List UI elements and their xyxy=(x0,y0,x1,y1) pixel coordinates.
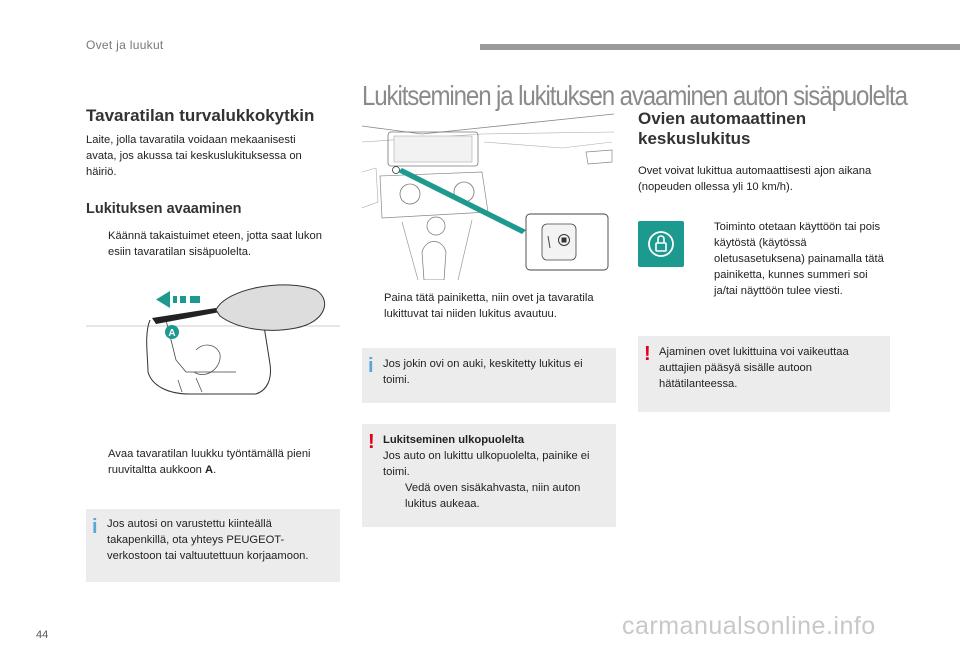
step2-text: Avaa tavaratilan luukku työntämällä pieni ruuvitaltta aukkoon xyxy=(108,448,311,476)
section-header: Ovet ja luukut xyxy=(86,38,164,52)
callout-a-label: A xyxy=(168,328,176,339)
arrow-dash-3 xyxy=(173,296,177,303)
step-toggle-auto-lock-text: Toiminto otetaan käyttöön tai pois käytöstä (käytössä oletusasetuksena) painamalla tätä painiketta, kunnes summeri soi ja/tai näyttöön tulee viesti. xyxy=(714,221,884,297)
step-fold-seats-text: Käännä takaistuimet eteen, jotta saat lukon esiin tavaratilan sisäpuolelta. xyxy=(108,230,322,258)
auto-lock-title xyxy=(638,109,890,149)
step-pull-handle-text: Vedä oven sisäkahvasta, niin auton lukitus aukeaa. xyxy=(405,482,581,510)
bullet-icon xyxy=(86,446,98,478)
watermark: carmanualsonline.info xyxy=(622,612,876,640)
housing-ribs xyxy=(178,378,202,392)
unlock-subtitle: Lukituksen avaaminen xyxy=(86,201,242,217)
right-column xyxy=(638,109,890,195)
step-pull-handle xyxy=(383,480,605,512)
info-box-door-open xyxy=(362,348,616,403)
step2-end: . xyxy=(213,464,217,476)
trunk-lock-illustration xyxy=(86,280,342,408)
warn-title: Lukitseminen ulkopuolelta xyxy=(383,434,525,446)
warn-box-locked-outside xyxy=(362,424,616,527)
bullet-icon xyxy=(692,219,704,299)
padlock-icon xyxy=(638,221,684,267)
step-press-button-text: Paina tätä painiketta, niin ovet ja tavaratila lukittuvat tai niiden lukitus avautuu. xyxy=(384,292,594,320)
lock-button-location xyxy=(393,167,400,174)
arrow-dash-2 xyxy=(180,296,186,303)
info-door-open-text: Jos jokin ovi on auki, keskitetty lukitus ei toimi. xyxy=(383,358,583,386)
auto-lock-button-icon xyxy=(638,221,684,267)
trunk-intro: Laite, jolla tavaratila voidaan mekaanisesti avata, jos akussa tai keskuslukituksessa on häiriö. xyxy=(86,134,302,178)
middle-step xyxy=(362,290,616,322)
warn-locked-driving-text: Ajaminen ovet lukittuina voi vaikeuttaa auttajien pääsyä sisälle autoon hätätilanteessa. xyxy=(659,346,849,390)
bullet-icon xyxy=(362,290,374,322)
warning-icon: ! xyxy=(368,431,375,453)
screen xyxy=(394,136,472,162)
info-box-fixed-seat xyxy=(86,509,340,582)
trunk-title: Tavaratilan turvalukkokytkin xyxy=(86,106,315,125)
step-toggle-auto-lock xyxy=(692,219,892,299)
header-bar xyxy=(480,44,960,50)
screwdriver-shaft xyxy=(152,308,220,324)
padlock-body xyxy=(562,238,567,243)
page-number: 44 xyxy=(36,629,49,641)
warn-box-locked-driving xyxy=(638,336,890,412)
auto-lock-intro: Ovet voivat lukittua automaattisesti ajon aikana (nopeuden ollessa yli 10 km/h). xyxy=(638,165,872,193)
info-fixed-seat-text: Jos autosi on varustettu kiinteällä takapenkillä, ota yhteys PEUGEOT-verkostoon tai valtuutettuun korjaamoon. xyxy=(107,518,309,562)
page-title: Lukitseminen ja lukituksen avaaminen auton sisäpuolelta xyxy=(362,80,907,111)
warn-text: Jos auto on lukittu ulkopuolelta, painike ei toimi. xyxy=(383,450,590,478)
info-icon: i xyxy=(368,355,374,377)
bullet-icon xyxy=(86,228,98,260)
bullet-icon xyxy=(383,480,395,512)
push-arrow-icon xyxy=(156,291,170,308)
step-insert-screwdriver xyxy=(86,446,340,478)
info-icon: i xyxy=(92,516,98,538)
screwdriver-handle xyxy=(216,285,325,330)
padlock-body xyxy=(656,243,666,251)
auto-lock-title-line1: Ovien automaattinen xyxy=(638,109,807,128)
right-step xyxy=(692,219,892,299)
left-step2 xyxy=(86,446,340,478)
step-fold-seats xyxy=(86,228,340,260)
left-column xyxy=(86,106,340,260)
warning-icon: ! xyxy=(644,343,651,365)
auto-lock-title-line2: keskuslukitus xyxy=(638,129,751,148)
dashboard-illustration xyxy=(362,112,616,280)
step-press-button xyxy=(362,290,616,322)
warn-locked-outside-content xyxy=(383,432,605,512)
arrow-dash-1 xyxy=(190,296,200,303)
housing-detail-2 xyxy=(194,345,220,375)
step-insert-screwdriver-text xyxy=(108,446,340,478)
padlock-shackle xyxy=(658,236,664,243)
step2-letter: A xyxy=(205,464,214,476)
